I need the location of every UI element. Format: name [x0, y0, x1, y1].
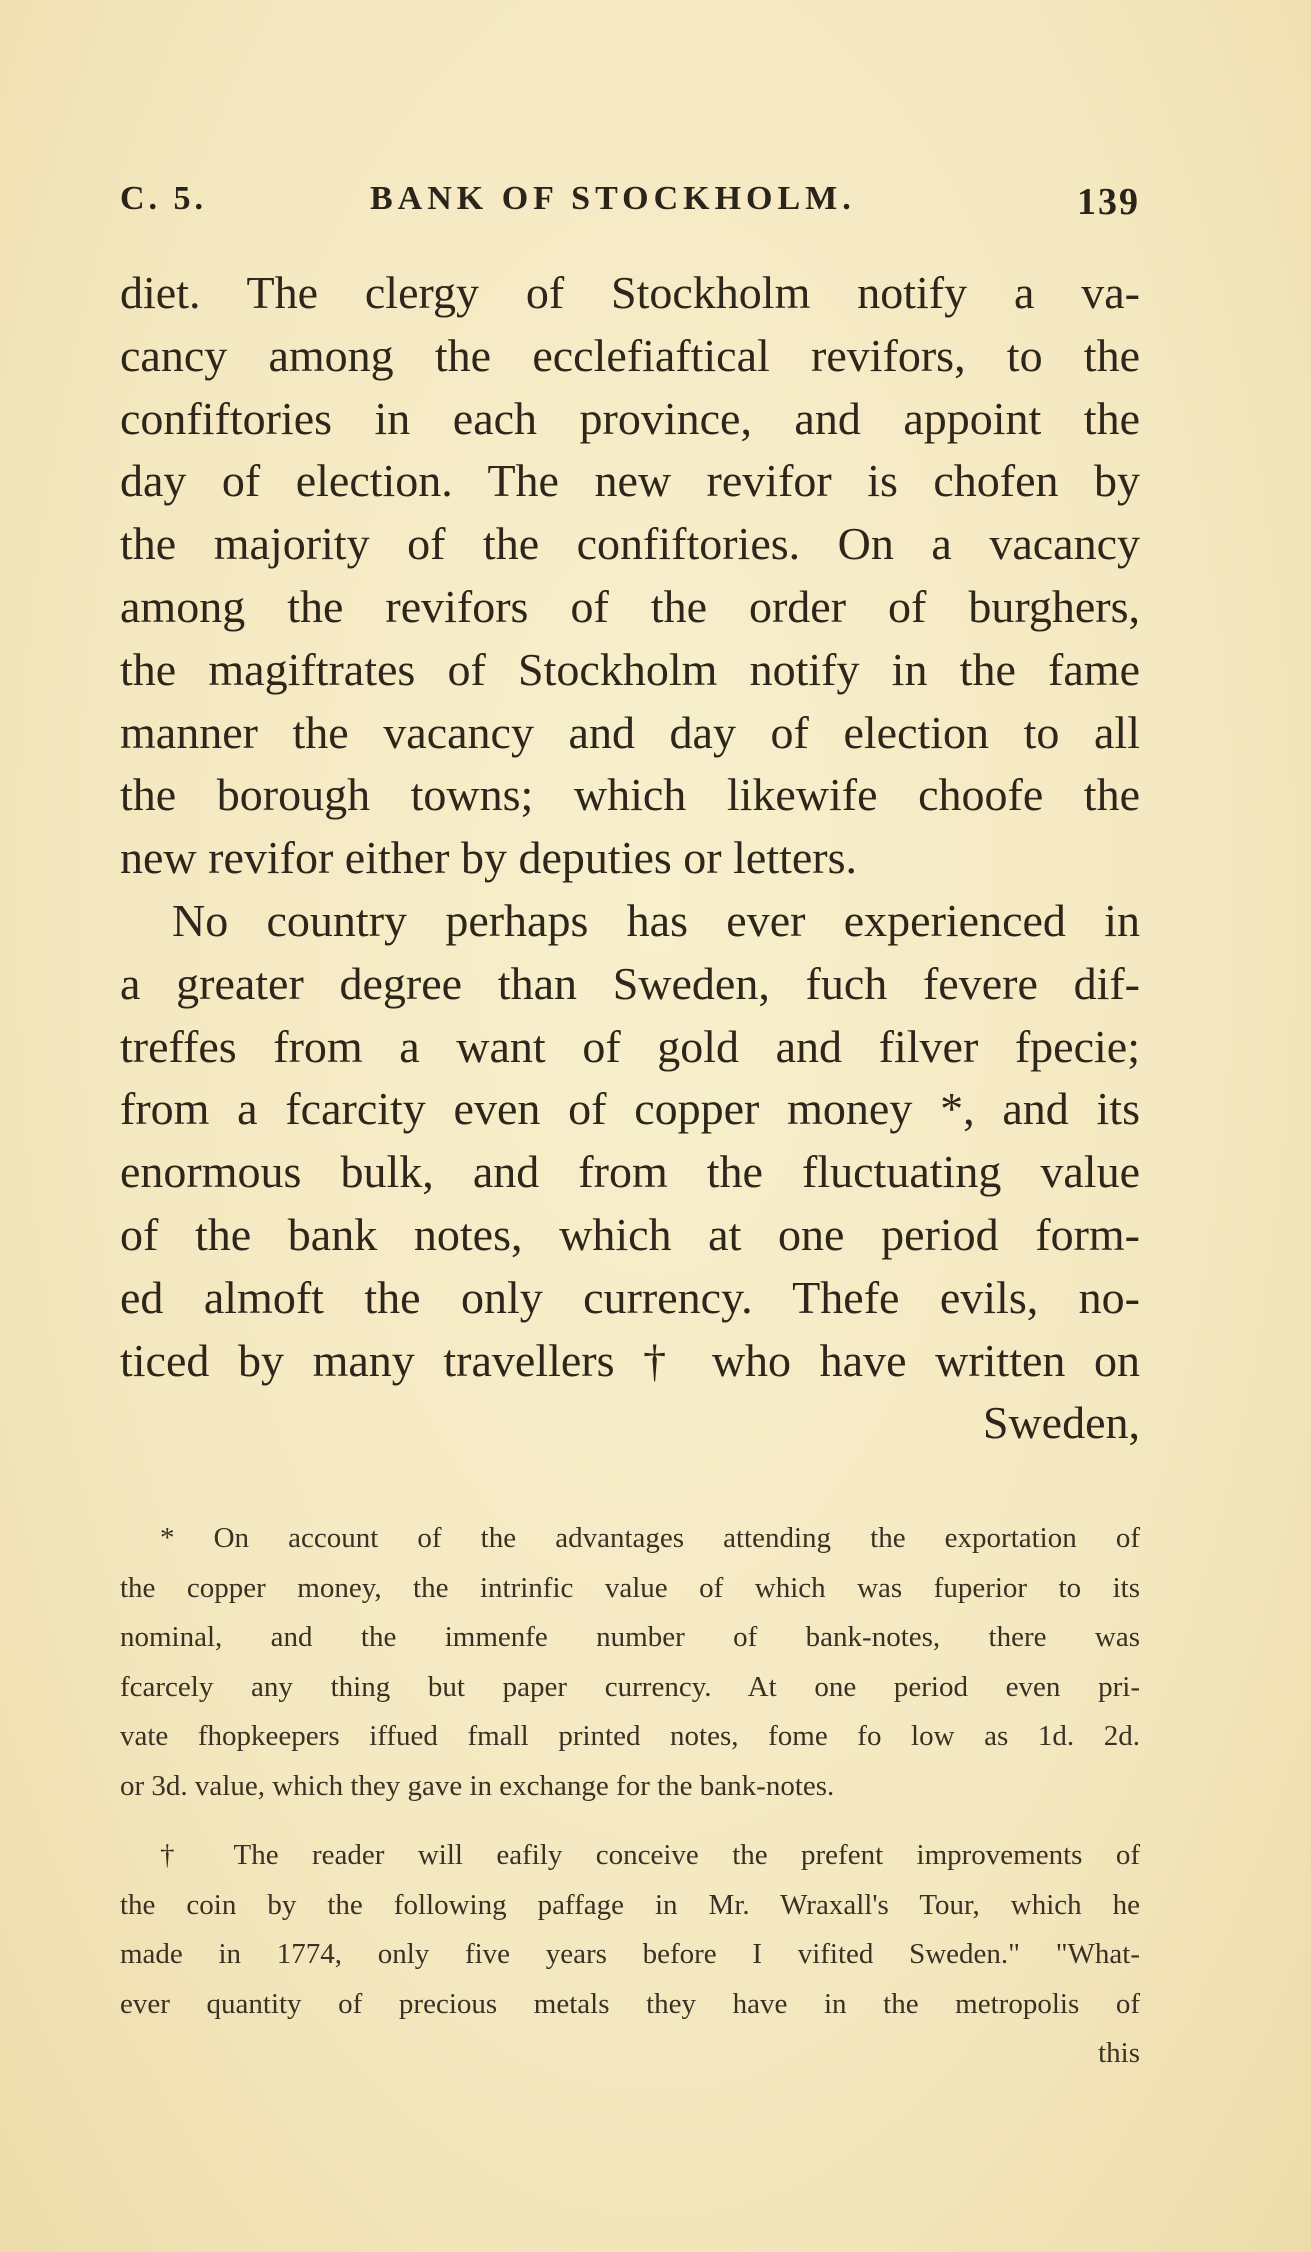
text-line: ticed by many travellers † who have written on	[120, 1334, 1140, 1386]
text-line: the majority of the confiftories. On a vacancy	[120, 518, 1140, 570]
footnote-line: † The reader will eafily conceive the prefent improvements of	[160, 1839, 1140, 1871]
catchword: Sweden,	[982, 1397, 1140, 1449]
footnote-line: ever quantity of precious metals they have in the metropolis of	[120, 1987, 1140, 2020]
text-line: enormous bulk, and from the fluctuating value	[120, 1146, 1140, 1198]
footnote-line: made in 1774, only five years before I vifited Sweden." "What-	[120, 1938, 1140, 1970]
footnote-dagger	[120, 1831, 1140, 2079]
text-line: confiftories in each province, and appoint the	[120, 392, 1140, 444]
text-line: manner the vacancy and day of election to all	[120, 706, 1140, 758]
text-line: No country perhaps has ever experienced in	[172, 894, 1140, 946]
text-line: cancy among the ecclefiaftical revifors, to the	[120, 329, 1140, 381]
footnotes	[120, 1514, 1140, 2079]
text-line: the borough towns; which likewife choofe the	[120, 769, 1140, 821]
text-line: among the revifors of the order of burghers,	[120, 580, 1140, 632]
footnote-line: the copper money, the intrinfic value of which was fuperior to its	[120, 1571, 1140, 1604]
text-line: diet. The clergy of Stockholm notify a va-	[120, 267, 1140, 318]
footnote-line: the coin by the following paffage in Mr. Wraxall's Tour, which he	[120, 1888, 1140, 1921]
footnote-line: vate fhopkeepers iffued fmall printed notes, fome fo low as 1d. 2d.	[120, 1720, 1140, 1752]
text-line: treffes from a want of gold and filver fpecie;	[120, 1020, 1140, 1072]
text-line: ed almoft the only currency. Thefe evils, no-	[120, 1271, 1140, 1323]
footnote-asterisk	[120, 1514, 1140, 1811]
footnote-line: fcarcely any thing but paper currency. At one period even pri-	[120, 1670, 1140, 1703]
page-title: BANK OF STOCKHOLM.	[370, 180, 856, 217]
footnote-line: nominal, and the immenfe number of bank-notes, there was	[120, 1621, 1140, 1653]
footnote-line: or 3d. value, which they gave in exchange for the bank-notes.	[120, 1769, 835, 1802]
page-number: 139	[1077, 181, 1140, 223]
text-line: from a fcarcity even of copper money *, and its	[120, 1083, 1140, 1135]
text-line: a greater degree than Sweden, fuch fevere dif-	[120, 957, 1140, 1009]
chapter-section: C. 5.	[120, 180, 208, 217]
footnote-line: * On account of the advantages attending the exportation of	[160, 1522, 1140, 1554]
footnote-catchword: this	[1098, 2037, 1140, 2069]
text-line: day of election. The new revifor is chofen by	[120, 455, 1140, 507]
text-line: of the bank notes, which at one period form-	[120, 1208, 1140, 1260]
footnote-gap	[120, 1811, 1140, 1831]
text-line: the magiftrates of Stockholm notify in the fame	[120, 643, 1140, 695]
main-text	[120, 262, 1140, 1455]
text-line: new revifor either by deputies or letters.	[120, 832, 858, 884]
running-header	[120, 180, 1140, 230]
